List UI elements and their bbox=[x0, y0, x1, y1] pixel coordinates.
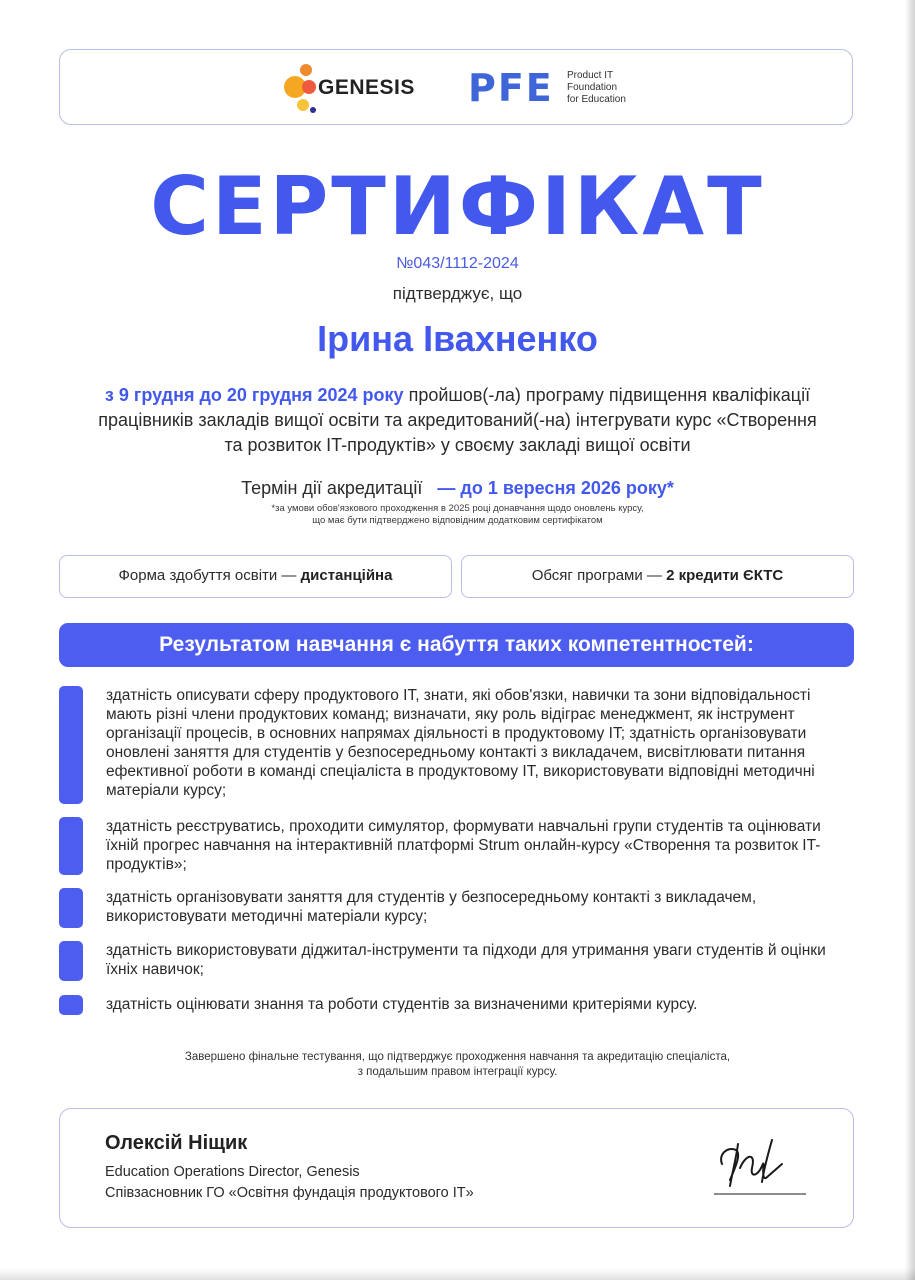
accreditation-value: — до 1 вересня 2026 року* bbox=[437, 478, 674, 498]
competency-text: здатність організовувати заняття для студентів у безпосередньому контакті з викладачем, використовувати методичні матеріали курсу; bbox=[106, 889, 757, 925]
logos-header bbox=[59, 49, 853, 125]
footnote-line: *за умови обов'язкового проходження в 2025 році донавчання щодо оновлень курсу, bbox=[271, 503, 644, 514]
signer-role: Education Operations Director, Genesis bbox=[105, 1164, 360, 1180]
competency-item bbox=[59, 941, 839, 981]
competency-bullet bbox=[59, 995, 83, 1015]
pfe-text-line: Product IT bbox=[567, 70, 614, 81]
signer-role-secondary: Співзасновник ГО «Освітня фундація продуктового IT» bbox=[105, 1185, 474, 1201]
certificate-number: №043/1112-2024 bbox=[396, 255, 519, 272]
footnote-line: що має бути підтверджено відповідним додатковим сертифікатом bbox=[312, 515, 603, 526]
program-volume-value: 2 кредити ЄКТС bbox=[666, 567, 784, 584]
program-text: пройшов(-ла) програму підвищення кваліфікації працівників закладів вищої освіти та акредитований(-на) інтегрувати курс «Створення та розвиток IT-продуктів» у своєму закладі вищої освіти bbox=[98, 385, 817, 455]
pfe-text-line: for Education bbox=[567, 94, 626, 105]
program-description bbox=[95, 383, 820, 458]
page-edge-shadow bbox=[905, 0, 915, 1280]
accreditation-term bbox=[0, 478, 915, 499]
competency-bullet bbox=[59, 817, 83, 875]
accreditation-footnote bbox=[0, 503, 915, 527]
education-form-value: дистанційна bbox=[300, 567, 393, 584]
genesis-logo bbox=[282, 60, 422, 116]
program-volume-pill bbox=[461, 555, 854, 598]
pfe-text-line: Foundation bbox=[567, 82, 618, 93]
confirms-text: підтверджує, що bbox=[392, 284, 523, 303]
final-note bbox=[0, 1050, 915, 1080]
genesis-wordmark: GENESIS bbox=[318, 76, 415, 99]
competency-bullet bbox=[59, 941, 83, 981]
genesis-dots-icon bbox=[282, 60, 322, 116]
program-dates: з 9 грудня до 20 грудня 2024 року bbox=[104, 385, 404, 405]
competency-text: здатність реєструватись, проходити симулятор, формувати навчальні групи студентів та оцінювати їхній прогрес навчання на інтерактивній платформі Strum онлайн-курсу «Створення та розвиток IT-продуктів»; bbox=[106, 818, 821, 873]
pfe-mark: PFE bbox=[468, 66, 554, 110]
education-form-pill bbox=[59, 555, 452, 598]
competency-text: здатність використовувати діджитал-інструменти та підходи для утримання уваги студентів й оцінки їхніх навичок; bbox=[106, 942, 826, 978]
competency-item bbox=[59, 817, 839, 875]
final-note-line: з подальшим правом інтеграції курсу. bbox=[357, 1066, 558, 1078]
signer-name: Олексій Ніщик bbox=[105, 1132, 248, 1154]
program-volume-label: Обсяг програми — bbox=[531, 567, 667, 584]
pfe-text bbox=[567, 70, 626, 106]
signature-box bbox=[59, 1108, 854, 1228]
competency-text: здатність описувати сферу продуктового IT, знати, які обов'язки, навички та зони відповідальності мають різні члени продуктових команд; визначати, яку роль відіграє менеджмент, як інструмент організації процесів, в основних напрямах діяльності в продуктовому IT; здатність організовувати оновлені заняття для студентів у безпосередньому контакті з викладачем, висвітлювати питання ефективної роботи в команді спеціаліста в продуктовому IT, використовувати відповідні методичні матеріали курсу; bbox=[106, 687, 815, 799]
page-bottom-shadow bbox=[0, 1268, 915, 1280]
competency-text: здатність оцінювати знання та роботи студентів за визначеними критеріями курсу. bbox=[106, 996, 698, 1013]
competency-item bbox=[59, 686, 839, 804]
competency-item bbox=[59, 995, 839, 1015]
recipient-name: Ірина Івахненко bbox=[317, 318, 598, 359]
competency-item bbox=[59, 888, 839, 928]
pfe-logo bbox=[468, 68, 648, 108]
competency-bullet bbox=[59, 686, 83, 804]
accreditation-label: Термін дії акредитації bbox=[241, 478, 423, 498]
handwritten-signature bbox=[700, 1124, 820, 1204]
competencies-banner: Результатом навчання є набуття таких компетентностей: bbox=[59, 623, 854, 667]
competency-bullet bbox=[59, 888, 83, 928]
certificate-title: СЕРТИФІКАТ bbox=[150, 160, 765, 253]
education-form-label: Форма здобуття освіти — bbox=[118, 567, 301, 584]
final-note-line: Завершено фінальне тестування, що підтверджує проходження навчання та акредитацію спеціаліста, bbox=[184, 1051, 731, 1063]
